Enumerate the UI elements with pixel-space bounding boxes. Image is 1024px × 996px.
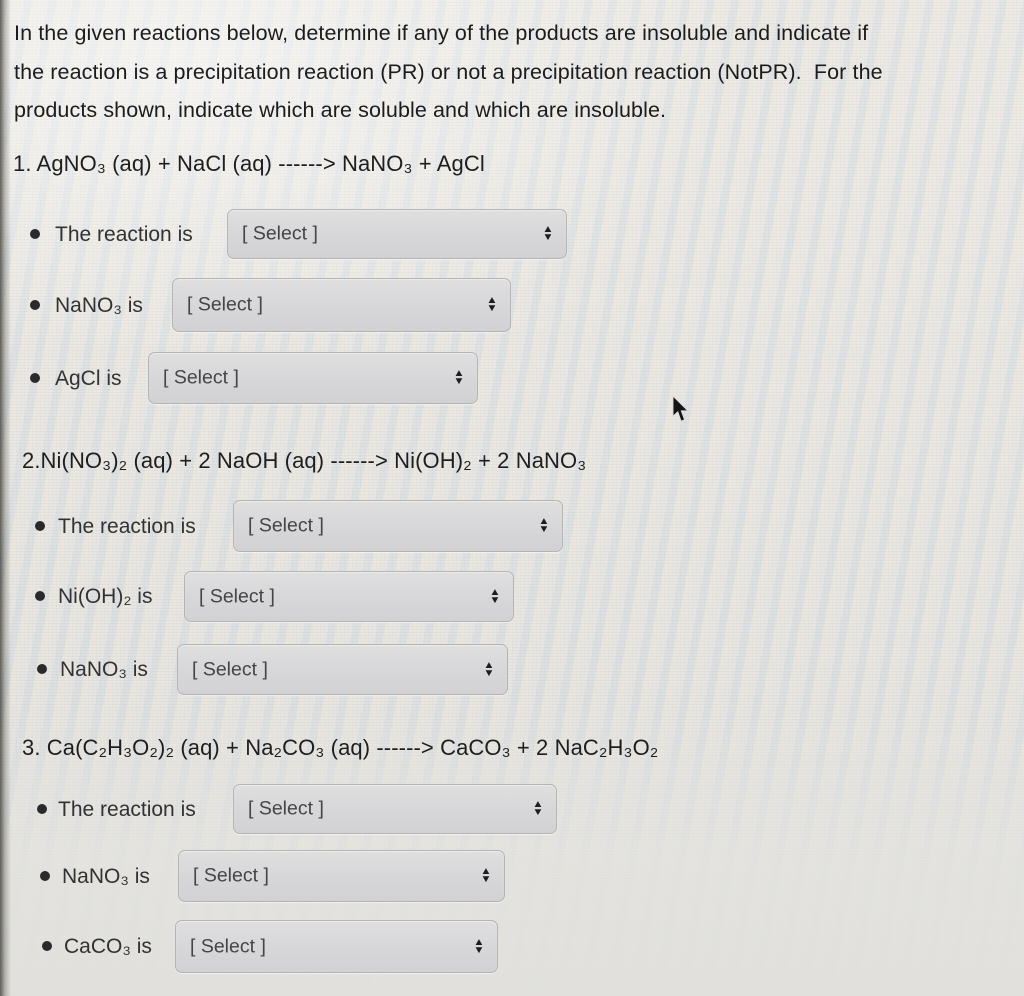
stepper-down-icon: ▼ (532, 807, 544, 818)
bullet-icon (37, 664, 47, 674)
select-stepper-icon (454, 370, 464, 386)
reaction-2-type-label: The reaction is (58, 515, 196, 538)
stepper-up-icon: ▲ (453, 368, 465, 379)
reaction-2-equation: 2.Ni(NO₃)₂ (aq) + 2 NaOH (aq) ------> Ni(OH)₂ + 2 NaNO₃ (22, 448, 587, 473)
instruction-line: In the given reactions below, determine if any of the products are insoluble and indicate if (14, 21, 869, 45)
stepper-up-icon: ▲ (542, 224, 554, 235)
reaction-3-type-select[interactable] (233, 784, 557, 834)
reaction-1-type-select[interactable] (227, 209, 567, 259)
bullet-icon (40, 871, 50, 881)
reaction-3-caco3-label: CaCO₃ is (64, 935, 152, 958)
stepper-down-icon: ▼ (480, 874, 492, 885)
reaction-3-equation: 3. Ca(C₂H₃O₂)₂ (aq) + Na₂CO₃ (aq) ------> CaCO₃ + 2 NaC₂H₃O₂ (22, 735, 659, 760)
reaction-2-nioh2-select[interactable] (184, 571, 514, 622)
select-value: [ Select ] (163, 366, 239, 389)
stepper-down-icon: ▼ (473, 944, 485, 956)
stepper-down-icon: ▼ (486, 303, 498, 314)
stepper-down-icon: ▼ (542, 232, 554, 243)
select-stepper-icon (489, 586, 501, 606)
reaction-1-nano3-label: NaNO₃ is (55, 294, 143, 317)
select-stepper-icon (483, 659, 495, 679)
instructions-paragraph (14, 14, 1016, 130)
reaction-1-equation: 1. AgNO₃ (aq) + NaCl (aq) ------> NaNO₃ + AgCl (13, 151, 485, 176)
screen-edge-shadow (0, 0, 11, 996)
select-value: [ Select ] (190, 935, 266, 957)
stepper-up-icon: ▲ (483, 659, 495, 671)
select-value: [ Select ] (187, 293, 263, 316)
select-stepper-icon (533, 801, 543, 817)
reaction-1-nano3-select[interactable] (172, 278, 511, 332)
bullet-icon (35, 591, 45, 601)
bullet-icon (42, 941, 52, 951)
stepper-up-icon: ▲ (480, 866, 492, 877)
reaction-1-type-label: The reaction is (55, 223, 193, 246)
bullet-icon (35, 521, 45, 531)
select-value: [ Select ] (248, 797, 324, 820)
stepper-down-icon: ▼ (453, 376, 465, 387)
mouse-cursor-icon (671, 395, 689, 428)
reaction-3-nano3-select[interactable] (178, 850, 505, 902)
stepper-up-icon: ▲ (538, 516, 550, 527)
select-stepper-icon (481, 868, 491, 884)
select-value: [ Select ] (199, 585, 275, 607)
reaction-1-agcl-select[interactable] (148, 352, 478, 404)
reaction-2-nano3-select[interactable] (177, 644, 508, 695)
reaction-1-agcl-label: AgCl is (55, 367, 122, 390)
select-value: [ Select ] (248, 514, 324, 537)
stepper-down-icon: ▼ (538, 524, 550, 535)
bullet-icon (30, 229, 40, 239)
bullet-icon (30, 373, 40, 383)
instruction-line: the reaction is a precipitation reaction (PR) or not a precipitation reaction (NotPR). For the (14, 59, 883, 84)
reaction-3-nano3-label: NaNO₃ is (62, 865, 150, 888)
stepper-down-icon: ▼ (483, 667, 495, 679)
select-stepper-icon (473, 936, 485, 956)
stepper-up-icon: ▲ (473, 936, 485, 948)
select-value: [ Select ] (193, 864, 269, 887)
select-value: [ Select ] (242, 222, 318, 245)
select-value: [ Select ] (192, 658, 268, 680)
bullet-icon (30, 300, 40, 310)
reaction-2-nioh2-label: Ni(OH)₂ is (58, 585, 153, 608)
select-stepper-icon (543, 226, 553, 242)
reaction-2-type-select[interactable] (233, 500, 563, 552)
select-stepper-icon (539, 518, 549, 534)
reaction-3-caco3-select[interactable] (175, 920, 498, 973)
stepper-up-icon: ▲ (532, 799, 544, 810)
reaction-2-nano3-label: NaNO₃ is (60, 658, 148, 681)
stepper-down-icon: ▼ (489, 594, 501, 606)
instruction-line: products shown, indicate which are soluble and which are insoluble. (14, 98, 667, 122)
stepper-up-icon: ▲ (489, 586, 501, 598)
reaction-3-type-label: The reaction is (58, 798, 196, 821)
stepper-up-icon: ▲ (486, 295, 498, 306)
bullet-icon (37, 804, 47, 814)
select-stepper-icon (487, 297, 497, 313)
